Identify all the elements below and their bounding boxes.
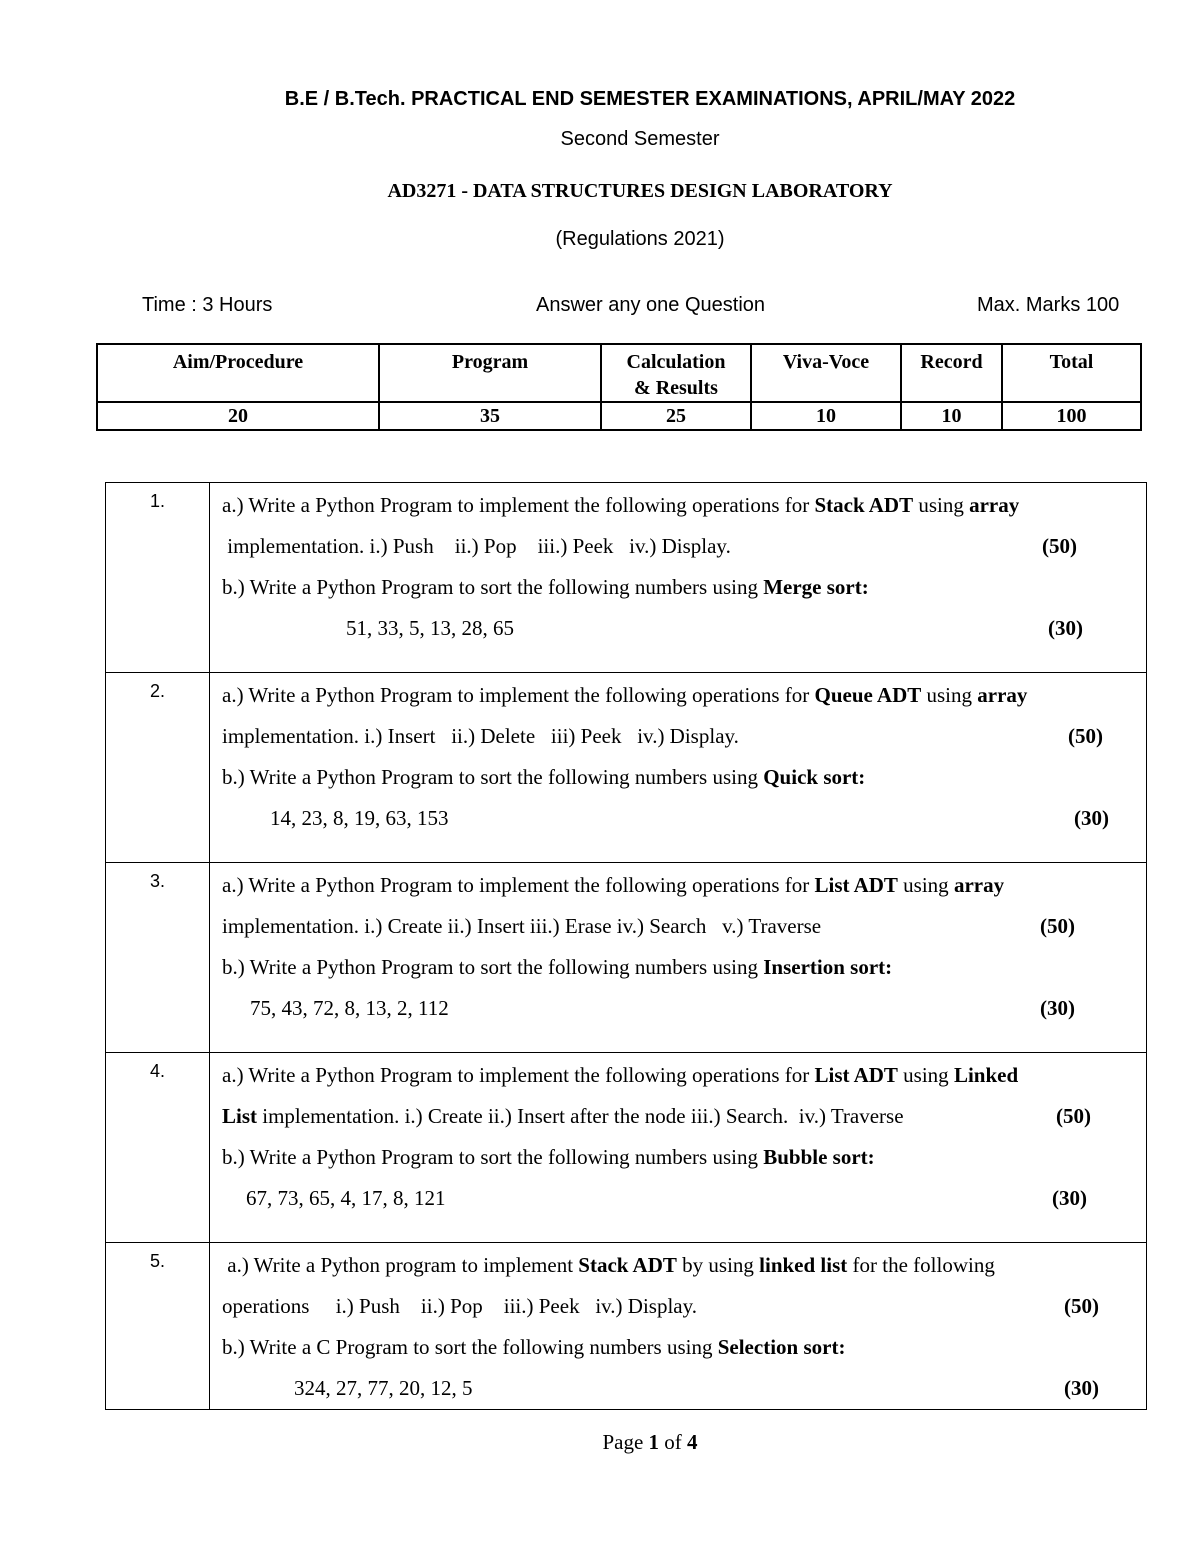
sort-numbers: 67, 73, 65, 4, 17, 8, 121 <box>246 1186 446 1210</box>
part-b-marks: (30) <box>1048 616 1083 640</box>
page-number-footer: Page 1 of 4 <box>602 1430 698 1454</box>
semester-label: Second Semester <box>560 128 720 150</box>
question-number: 4. <box>106 1053 210 1243</box>
max-marks: Max. Marks 100 <box>977 294 1120 316</box>
part-a-marks: (50) <box>1064 1294 1099 1318</box>
part-a-marks: (50) <box>1042 534 1077 558</box>
header-aim-procedure: Aim/Procedure <box>97 344 379 402</box>
part-a-line-1: a.) Write a Python Program to implement the following operations for Queue ADT using array <box>222 683 1028 707</box>
question-body <box>210 673 1147 863</box>
header-viva-voce: Viva-Voce <box>751 344 901 402</box>
question-number: 2. <box>106 673 210 863</box>
part-a-line-2: List implementation. i.) Create ii.) Insert after the node iii.) Search. iv.) Traverse (50) <box>222 1096 1146 1137</box>
part-b-marks: (30) <box>1040 996 1075 1020</box>
header-calculation: Calculation <box>626 351 726 373</box>
marks-distribution-table <box>96 343 1142 431</box>
exam-duration: Time : 3 Hours <box>142 294 273 316</box>
part-b-line: b.) Write a Python Program to sort the following numbers using Merge sort: <box>222 575 869 599</box>
question-body <box>210 1053 1147 1243</box>
part-a-marks: (50) <box>1040 914 1075 938</box>
value-total: 100 <box>1002 402 1141 430</box>
question-number: 1. <box>106 483 210 673</box>
question-row <box>106 673 1147 863</box>
part-b-line: b.) Write a Python Program to sort the following numbers using Bubble sort: <box>222 1145 875 1169</box>
header-program: Program <box>379 344 601 402</box>
marks-header-row <box>97 344 1141 402</box>
numbers-line <box>222 798 1146 839</box>
numbers-line <box>222 608 1146 649</box>
question-number: 5. <box>106 1243 210 1410</box>
questions-table <box>105 482 1147 1410</box>
exam-instruction: Answer any one Question <box>536 294 766 316</box>
part-a-line-2: implementation. i.) Create ii.) Insert iii.) Erase iv.) Search v.) Traverse (50) <box>222 906 1146 947</box>
header-calculation-results <box>601 344 751 402</box>
question-body <box>210 863 1147 1053</box>
question-body <box>210 483 1147 673</box>
part-b-marks: (30) <box>1074 806 1109 830</box>
part-b-line: b.) Write a C Program to sort the following numbers using Selection sort: <box>222 1335 846 1359</box>
part-b-line: b.) Write a Python Program to sort the following numbers using Insertion sort: <box>222 955 893 979</box>
value-viva-voce: 10 <box>751 402 901 430</box>
part-a-marks: (50) <box>1068 724 1103 748</box>
part-a-line-1: a.) Write a Python Program to implement the following operations for Stack ADT using array <box>222 493 1020 517</box>
question-row <box>106 1243 1147 1410</box>
numbers-line <box>222 1178 1146 1219</box>
numbers-line <box>222 988 1146 1029</box>
marks-value-row <box>97 402 1141 430</box>
part-a-line-2: operations i.) Push ii.) Pop iii.) Peek iv.) Display. (50) <box>222 1286 1146 1327</box>
part-a-line-1: a.) Write a Python program to implement Stack ADT by using linked list for the following <box>222 1253 995 1277</box>
part-a-line-1: a.) Write a Python Program to implement the following operations for List ADT using array <box>222 873 1005 897</box>
value-calculation-results: 25 <box>601 402 751 430</box>
part-a-line-1: a.) Write a Python Program to implement the following operations for List ADT using Linked <box>222 1063 1019 1087</box>
part-a-line-2: implementation. i.) Insert ii.) Delete iii) Peek iv.) Display. (50) <box>222 716 1146 757</box>
question-row <box>106 1053 1147 1243</box>
exam-title: B.E / B.Tech. PRACTICAL END SEMESTER EXAMINATIONS, APRIL/MAY 2022 <box>284 88 1016 110</box>
subject-title: AD3271 - DATA STRUCTURES DESIGN LABORATORY <box>387 180 893 202</box>
numbers-line <box>222 1368 1146 1409</box>
part-b-marks: (30) <box>1052 1186 1087 1210</box>
sort-numbers: 14, 23, 8, 19, 63, 153 <box>270 806 449 830</box>
part-a-line-2: implementation. i.) Push ii.) Pop iii.) Peek iv.) Display. (50) <box>222 526 1146 567</box>
part-b-line: b.) Write a Python Program to sort the following numbers using Quick sort: <box>222 765 866 789</box>
sort-numbers: 324, 27, 77, 20, 12, 5 <box>294 1376 473 1400</box>
question-row <box>106 483 1147 673</box>
question-row <box>106 863 1147 1053</box>
sort-numbers: 75, 43, 72, 8, 13, 2, 112 <box>250 996 449 1020</box>
value-record: 10 <box>901 402 1002 430</box>
value-program: 35 <box>379 402 601 430</box>
question-body <box>210 1243 1147 1410</box>
part-a-marks: (50) <box>1056 1104 1091 1128</box>
header-total: Total <box>1002 344 1141 402</box>
part-b-marks: (30) <box>1064 1376 1099 1400</box>
value-aim-procedure: 20 <box>97 402 379 430</box>
regulations-label: (Regulations 2021) <box>555 228 725 250</box>
header-results: & Results <box>634 377 718 399</box>
question-number: 3. <box>106 863 210 1053</box>
header-record: Record <box>901 344 1002 402</box>
sort-numbers: 51, 33, 5, 13, 28, 65 <box>346 616 514 640</box>
